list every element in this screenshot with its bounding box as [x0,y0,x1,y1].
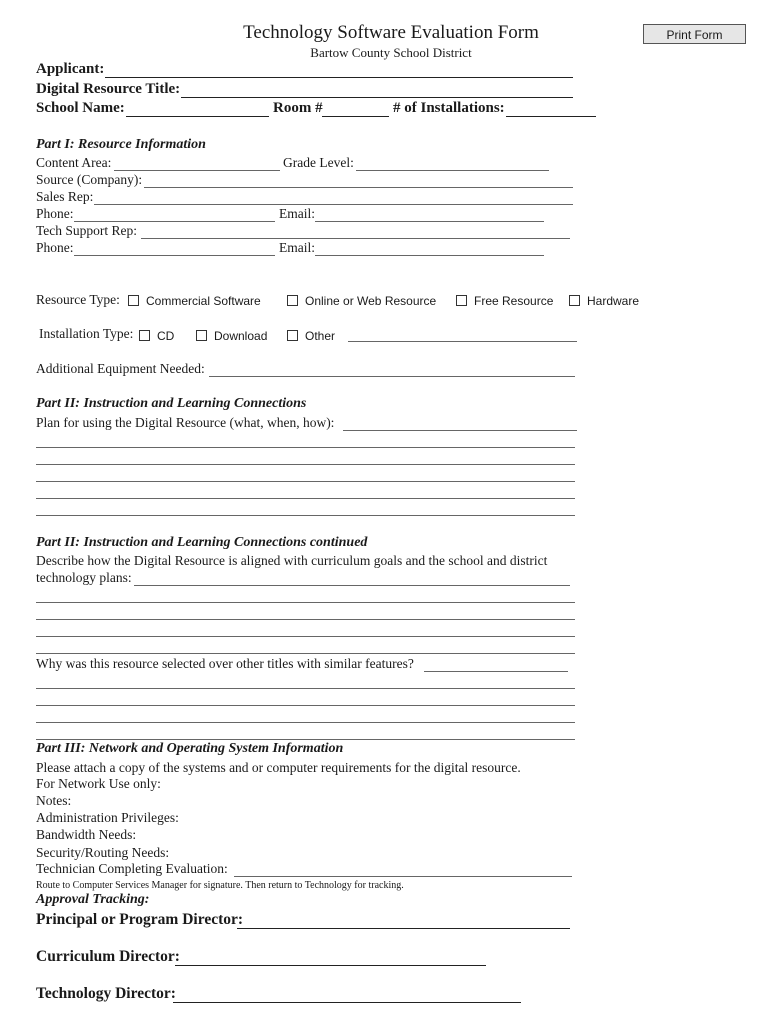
admin-privileges-label: Administration Privileges: [36,810,179,825]
phone1-label: Phone: [36,206,74,221]
other-field[interactable] [348,341,577,342]
why-line[interactable] [36,722,575,723]
email2-field[interactable] [315,255,544,256]
print-form-button[interactable]: Print Form [643,24,746,44]
network-use-text: For Network Use only: [36,776,161,791]
email1-field[interactable] [315,221,544,222]
describe-line-2: technology plans: [36,570,132,585]
phone1-field[interactable] [74,221,275,222]
commercial-software-checkbox[interactable] [128,295,139,306]
other-label: Other [305,329,336,343]
technician-label: Technician Completing Evaluation: [36,861,228,876]
installation-type-label: Installation Type: [39,326,134,341]
describe-line[interactable] [36,636,575,637]
technician-field[interactable] [234,876,572,877]
phone2-field[interactable] [74,255,275,256]
attach-text: Please attach a copy of the systems and or computer requirements for the digital resource. [36,760,521,775]
plan-line[interactable] [36,447,575,448]
cd-label: CD [157,329,175,343]
resource-title-field[interactable] [181,97,573,98]
applicant-field[interactable] [105,77,573,78]
other-checkbox[interactable] [287,330,298,341]
grade-level-field[interactable] [356,170,549,171]
curriculum-label: Curriculum Director: [36,948,180,965]
why-line[interactable] [36,705,575,706]
principal-label: Principal or Program Director: [36,911,244,928]
email2-label: Email: [279,240,315,255]
why-line[interactable] [36,739,575,740]
download-label: Download [214,329,268,343]
phone2-label: Phone: [36,240,74,255]
sales-rep-field[interactable] [94,204,573,205]
technology-signature-field[interactable] [173,1002,521,1003]
bandwidth-label: Bandwidth Needs: [36,827,137,842]
tech-support-label: Tech Support Rep: [36,223,138,238]
technology-label: Technology Director: [36,985,176,1002]
source-label: Source (Company): [36,172,143,187]
content-area-field[interactable] [114,170,280,171]
online-resource-checkbox[interactable] [287,295,298,306]
room-label: Room # [273,100,323,116]
district-subtitle: Bartow County School District [310,45,472,60]
school-name-field[interactable] [126,116,269,117]
plan-line[interactable] [36,515,575,516]
online-resource-label: Online or Web Resource [305,294,437,308]
cd-checkbox[interactable] [139,330,150,341]
applicant-label: Applicant: [36,61,105,77]
commercial-software-label: Commercial Software [146,294,261,308]
plan-line[interactable] [36,498,575,499]
describe-line[interactable] [36,602,575,603]
part2-heading: Part II: Instruction and Learning Connections [36,396,307,411]
hardware-label: Hardware [587,294,640,308]
resource-type-label: Resource Type: [36,292,120,307]
additional-equipment-field[interactable] [209,376,575,377]
principal-signature-field[interactable] [237,928,570,929]
content-area-label: Content Area: [36,155,112,170]
why-line[interactable] [36,688,575,689]
part2-continued-heading: Part II: Instruction and Learning Connections continued [36,535,368,550]
hardware-checkbox[interactable] [569,295,580,306]
approval-heading: Approval Tracking: [36,892,150,907]
form-title: Technology Software Evaluation Form [243,22,539,43]
email1-label: Email: [279,206,315,221]
tech-support-field[interactable] [141,238,570,239]
plan-line[interactable] [36,481,575,482]
resource-title-label: Digital Resource Title: [36,81,181,97]
installations-label: # of Installations: [393,100,505,116]
sales-rep-label: Sales Rep: [36,189,94,204]
describe-line[interactable] [36,653,575,654]
free-resource-checkbox[interactable] [456,295,467,306]
describe-line[interactable] [36,619,575,620]
describe-field[interactable] [134,585,570,586]
curriculum-signature-field[interactable] [175,965,486,966]
room-field[interactable] [322,116,389,117]
why-field[interactable] [424,671,568,672]
part3-heading: Part III: Network and Operating System Information [36,741,344,756]
security-label: Security/Routing Needs: [36,845,170,860]
grade-level-label: Grade Level: [283,155,354,170]
installations-field[interactable] [506,116,596,117]
school-name-label: School Name: [36,100,125,116]
plan-line[interactable] [36,464,575,465]
part1-heading: Part I: Resource Information [36,137,206,152]
additional-equipment-label: Additional Equipment Needed: [36,361,205,376]
why-label: Why was this resource selected over other titles with similar features? [36,656,414,671]
plan-field[interactable] [343,430,577,431]
source-field[interactable] [144,187,573,188]
route-note: Route to Computer Services Manager for signature. Then return to Technology for tracking. [36,880,404,891]
plan-label: Plan for using the Digital Resource (what, when, how): [36,415,335,430]
notes-label: Notes: [36,793,72,808]
describe-line-1: Describe how the Digital Resource is aligned with curriculum goals and the school and district [36,553,548,568]
download-checkbox[interactable] [196,330,207,341]
free-resource-label: Free Resource [474,294,554,308]
